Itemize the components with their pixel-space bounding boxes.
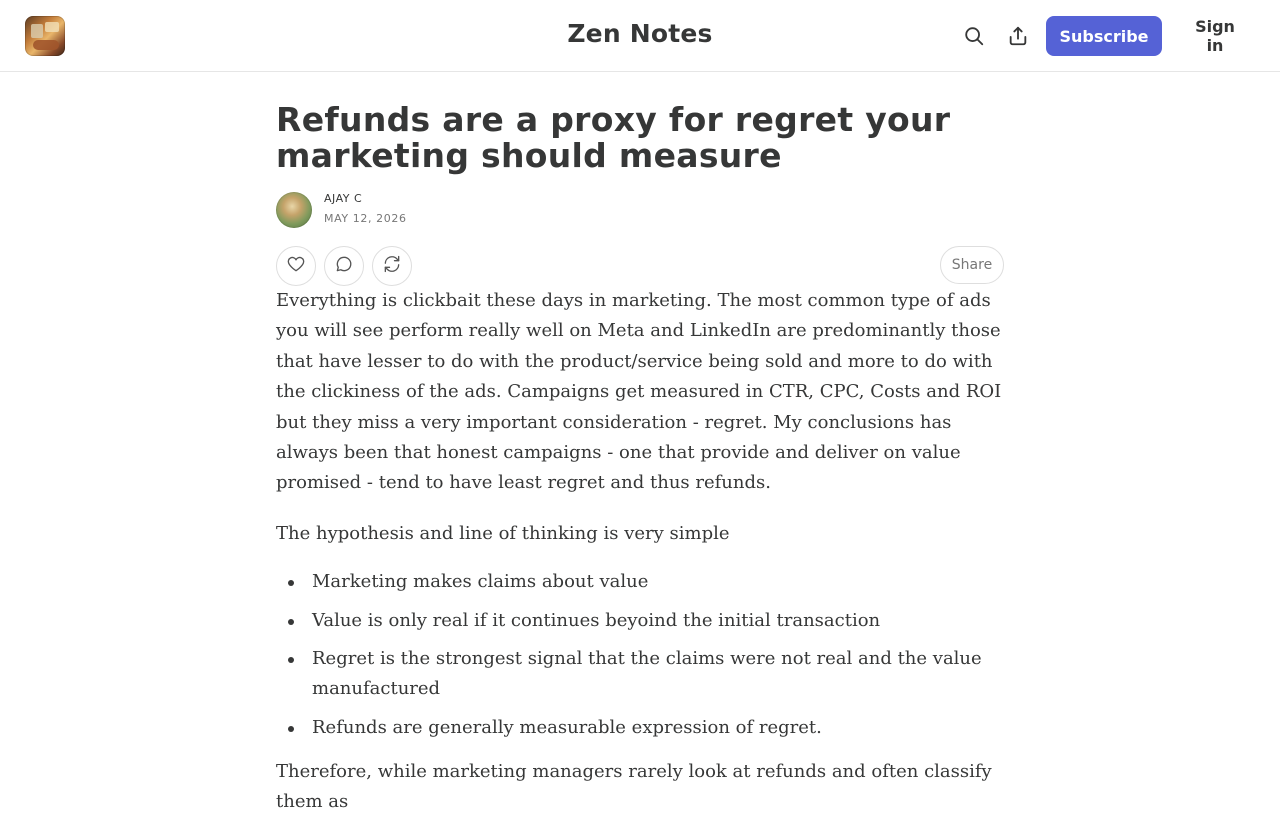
restack-button[interactable] bbox=[372, 246, 412, 286]
bullet-list bbox=[276, 567, 1004, 743]
sign-in-button[interactable]: Sign in bbox=[1178, 16, 1252, 56]
author-avatar[interactable] bbox=[276, 192, 312, 228]
article bbox=[276, 102, 1004, 818]
paragraph: Therefore, while marketing managers rarely look at refunds and often classify them as bbox=[276, 760, 992, 813]
post-date: MAY 12, 2026 bbox=[324, 212, 407, 225]
list-item: Marketing makes claims about value bbox=[312, 567, 1004, 597]
restack-icon bbox=[382, 254, 402, 278]
list-item: Refunds are generally measurable expression of regret. bbox=[312, 713, 1004, 743]
author-name[interactable]: AJAY C bbox=[324, 192, 363, 205]
post-body bbox=[276, 286, 1004, 818]
publication-title[interactable]: Zen Notes bbox=[567, 19, 713, 48]
list-item: Regret is the strongest signal that the claims were not real and the value manufactured bbox=[312, 644, 1004, 704]
comment-icon bbox=[334, 254, 354, 278]
share-button[interactable]: Share bbox=[940, 246, 1004, 284]
comment-button[interactable] bbox=[324, 246, 364, 286]
post-actions bbox=[276, 246, 1004, 286]
subscribe-button[interactable]: Subscribe bbox=[1046, 16, 1162, 56]
share-icon[interactable] bbox=[1006, 24, 1030, 48]
search-icon[interactable] bbox=[962, 24, 986, 48]
like-button[interactable] bbox=[276, 246, 316, 286]
top-bar bbox=[0, 0, 1280, 72]
heart-icon bbox=[286, 254, 306, 278]
paragraph: The hypothesis and line of thinking is very simple bbox=[276, 522, 730, 544]
post-title: Refunds are a proxy for regret your marketing should measure bbox=[276, 100, 951, 175]
paragraph: Everything is clickbait these days in marketing. The most common type of ads you will see perform really well on Meta and LinkedIn are predominantly those that have lesser to do with the product/service being sold and more to do with the clickiness of the ads. Campaigns get measured in CTR, CPC, Costs and ROI but they miss a very important consideration - regret. My conclusions has always been that honest campaigns - one that provide and deliver on value promised - tend to have least regret and thus refunds. bbox=[276, 290, 1002, 494]
byline bbox=[276, 192, 1004, 232]
list-item: Value is only real if it continues beyoind the initial transaction bbox=[312, 606, 1004, 636]
